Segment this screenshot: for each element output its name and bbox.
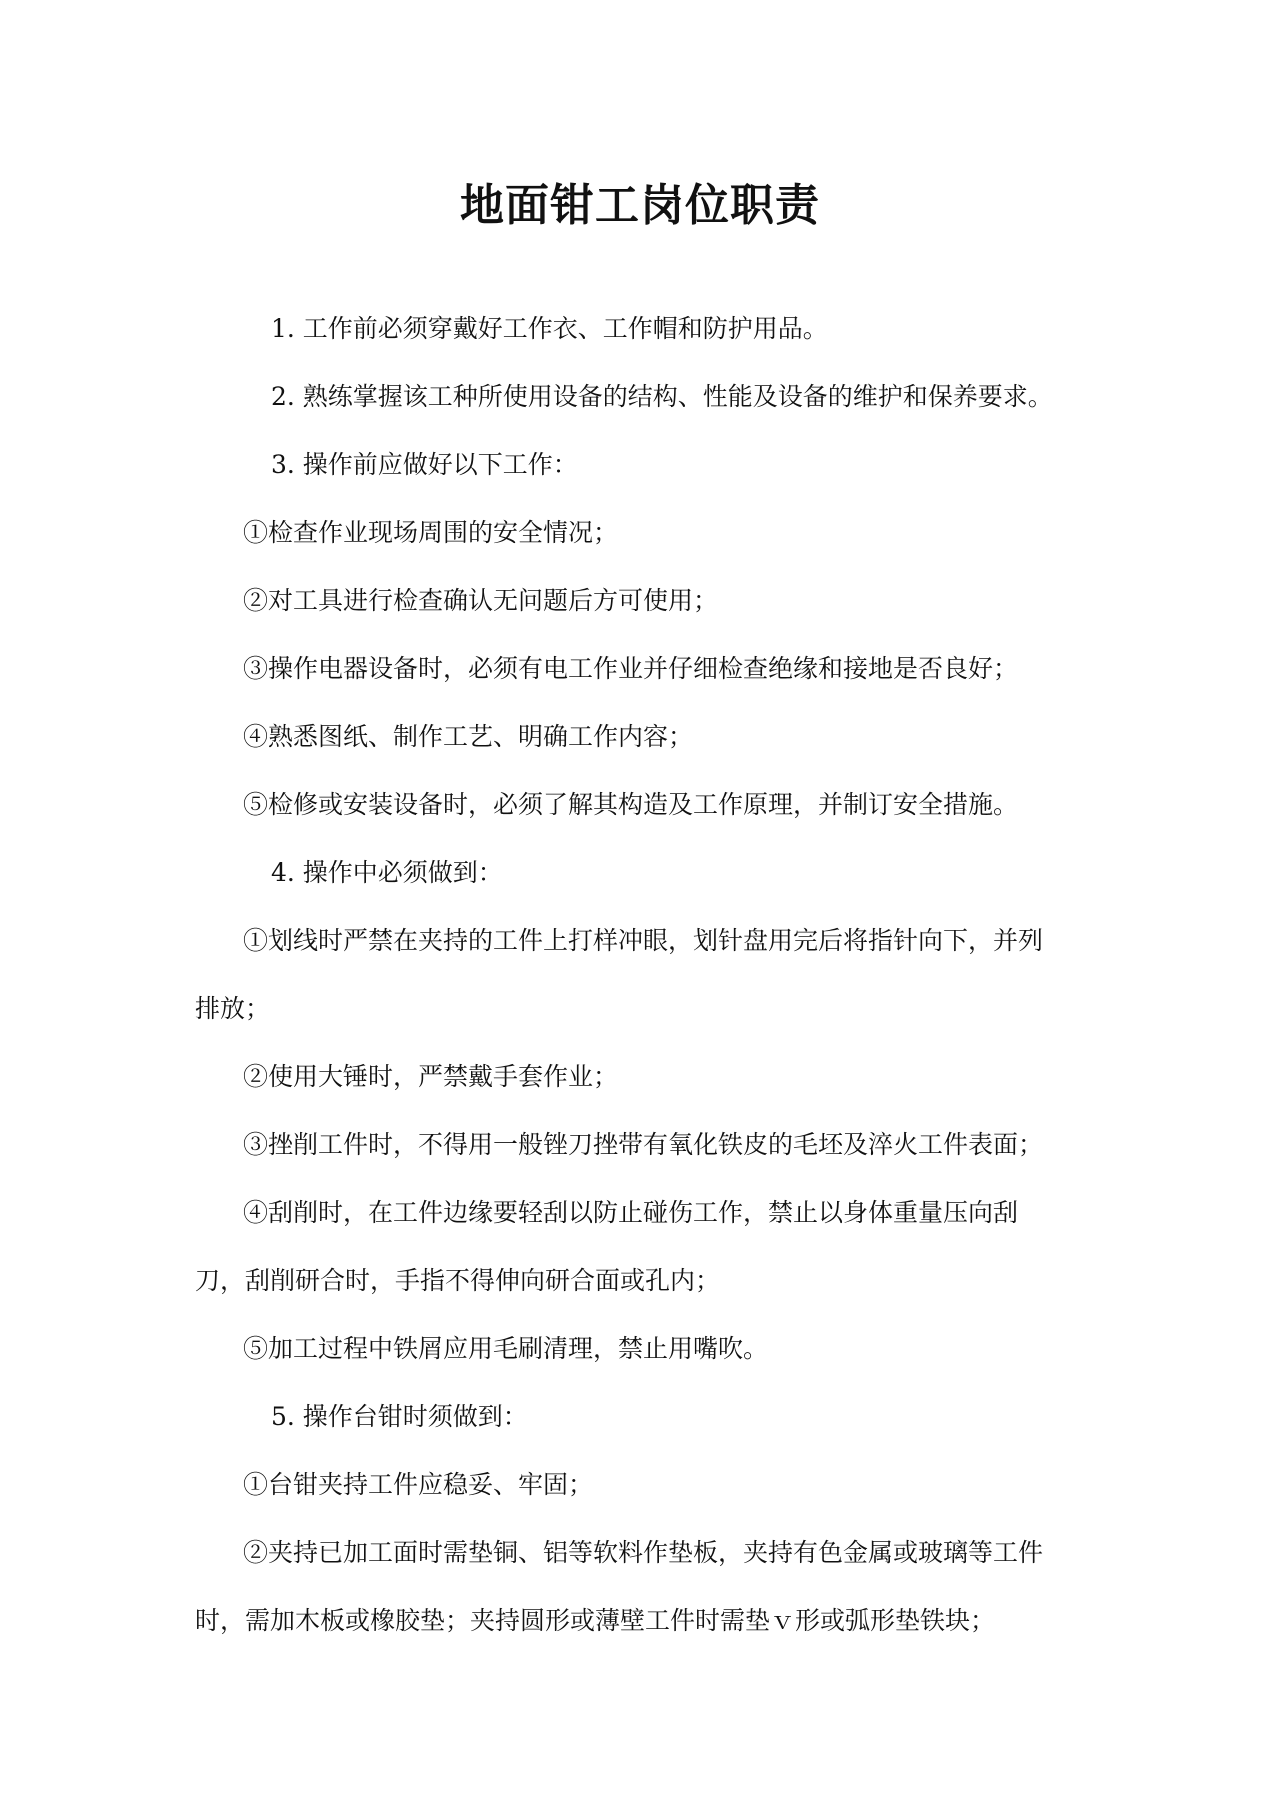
subitem-5-1: ①台钳夹持工件应稳妥、牢固； <box>243 1470 594 1499</box>
item-3: 3. 操作前应做好以下工作： <box>271 450 578 479</box>
subitem-3-4: ④熟悉图纸、制作工艺、明确工作内容； <box>243 722 694 751</box>
document-title: 地面钳工岗位职责 <box>460 180 820 231</box>
subitem-4-4-line-2: 刀，刮削研合时，手指不得伸向研合面或孔内； <box>195 1266 721 1295</box>
subitem-3-5: ⑤检修或安装设备时，必须了解其构造及工作原理，并制订安全措施。 <box>243 790 1019 819</box>
subitem-3-1: ①检查作业现场周围的安全情况； <box>243 518 619 547</box>
item-1: 1. 工作前必须穿戴好工作衣、工作帽和防护用品。 <box>271 314 828 343</box>
subitem-3-3: ③操作电器设备时，必须有电工作业并仔细检查绝缘和接地是否良好； <box>243 654 1019 683</box>
subitem-4-1-line-1: ①划线时严禁在夹持的工件上打样冲眼，划针盘用完后将指针向下，并列 <box>243 926 1044 955</box>
subitem-4-3: ③挫削工件时，不得用一般锉刀挫带有氧化铁皮的毛坯及淬火工件表面； <box>243 1130 1044 1159</box>
subitem-4-4-line-1: ④刮削时，在工件边缘要轻刮以防止碰伤工作，禁止以身体重量压向刮 <box>243 1198 1019 1227</box>
subitem-5-2-line-1: ②夹持已加工面时需垫铜、铝等软料作垫板，夹持有色金属或玻璃等工件 <box>243 1538 1044 1567</box>
item-2: 2. 熟练掌握该工种所使用设备的结构、性能及设备的维护和保养要求。 <box>271 382 1053 411</box>
item-4: 4. 操作中必须做到： <box>271 858 503 887</box>
item-5: 5. 操作台钳时须做到： <box>271 1402 528 1431</box>
subitem-4-5: ⑤加工过程中铁屑应用毛刷清理，禁止用嘴吹。 <box>243 1334 769 1363</box>
subitem-4-1-line-2: 排放； <box>195 994 271 1023</box>
subitem-3-2: ②对工具进行检查确认无问题后方可使用； <box>243 586 719 615</box>
subitem-4-2: ②使用大锤时，严禁戴手套作业； <box>243 1062 619 1091</box>
subitem-5-2-line-2: 时，需加木板或橡胶垫；夹持圆形或薄壁工件时需垫ｖ形或弧形垫铁块； <box>195 1606 996 1635</box>
document-body <box>195 295 1095 1655</box>
